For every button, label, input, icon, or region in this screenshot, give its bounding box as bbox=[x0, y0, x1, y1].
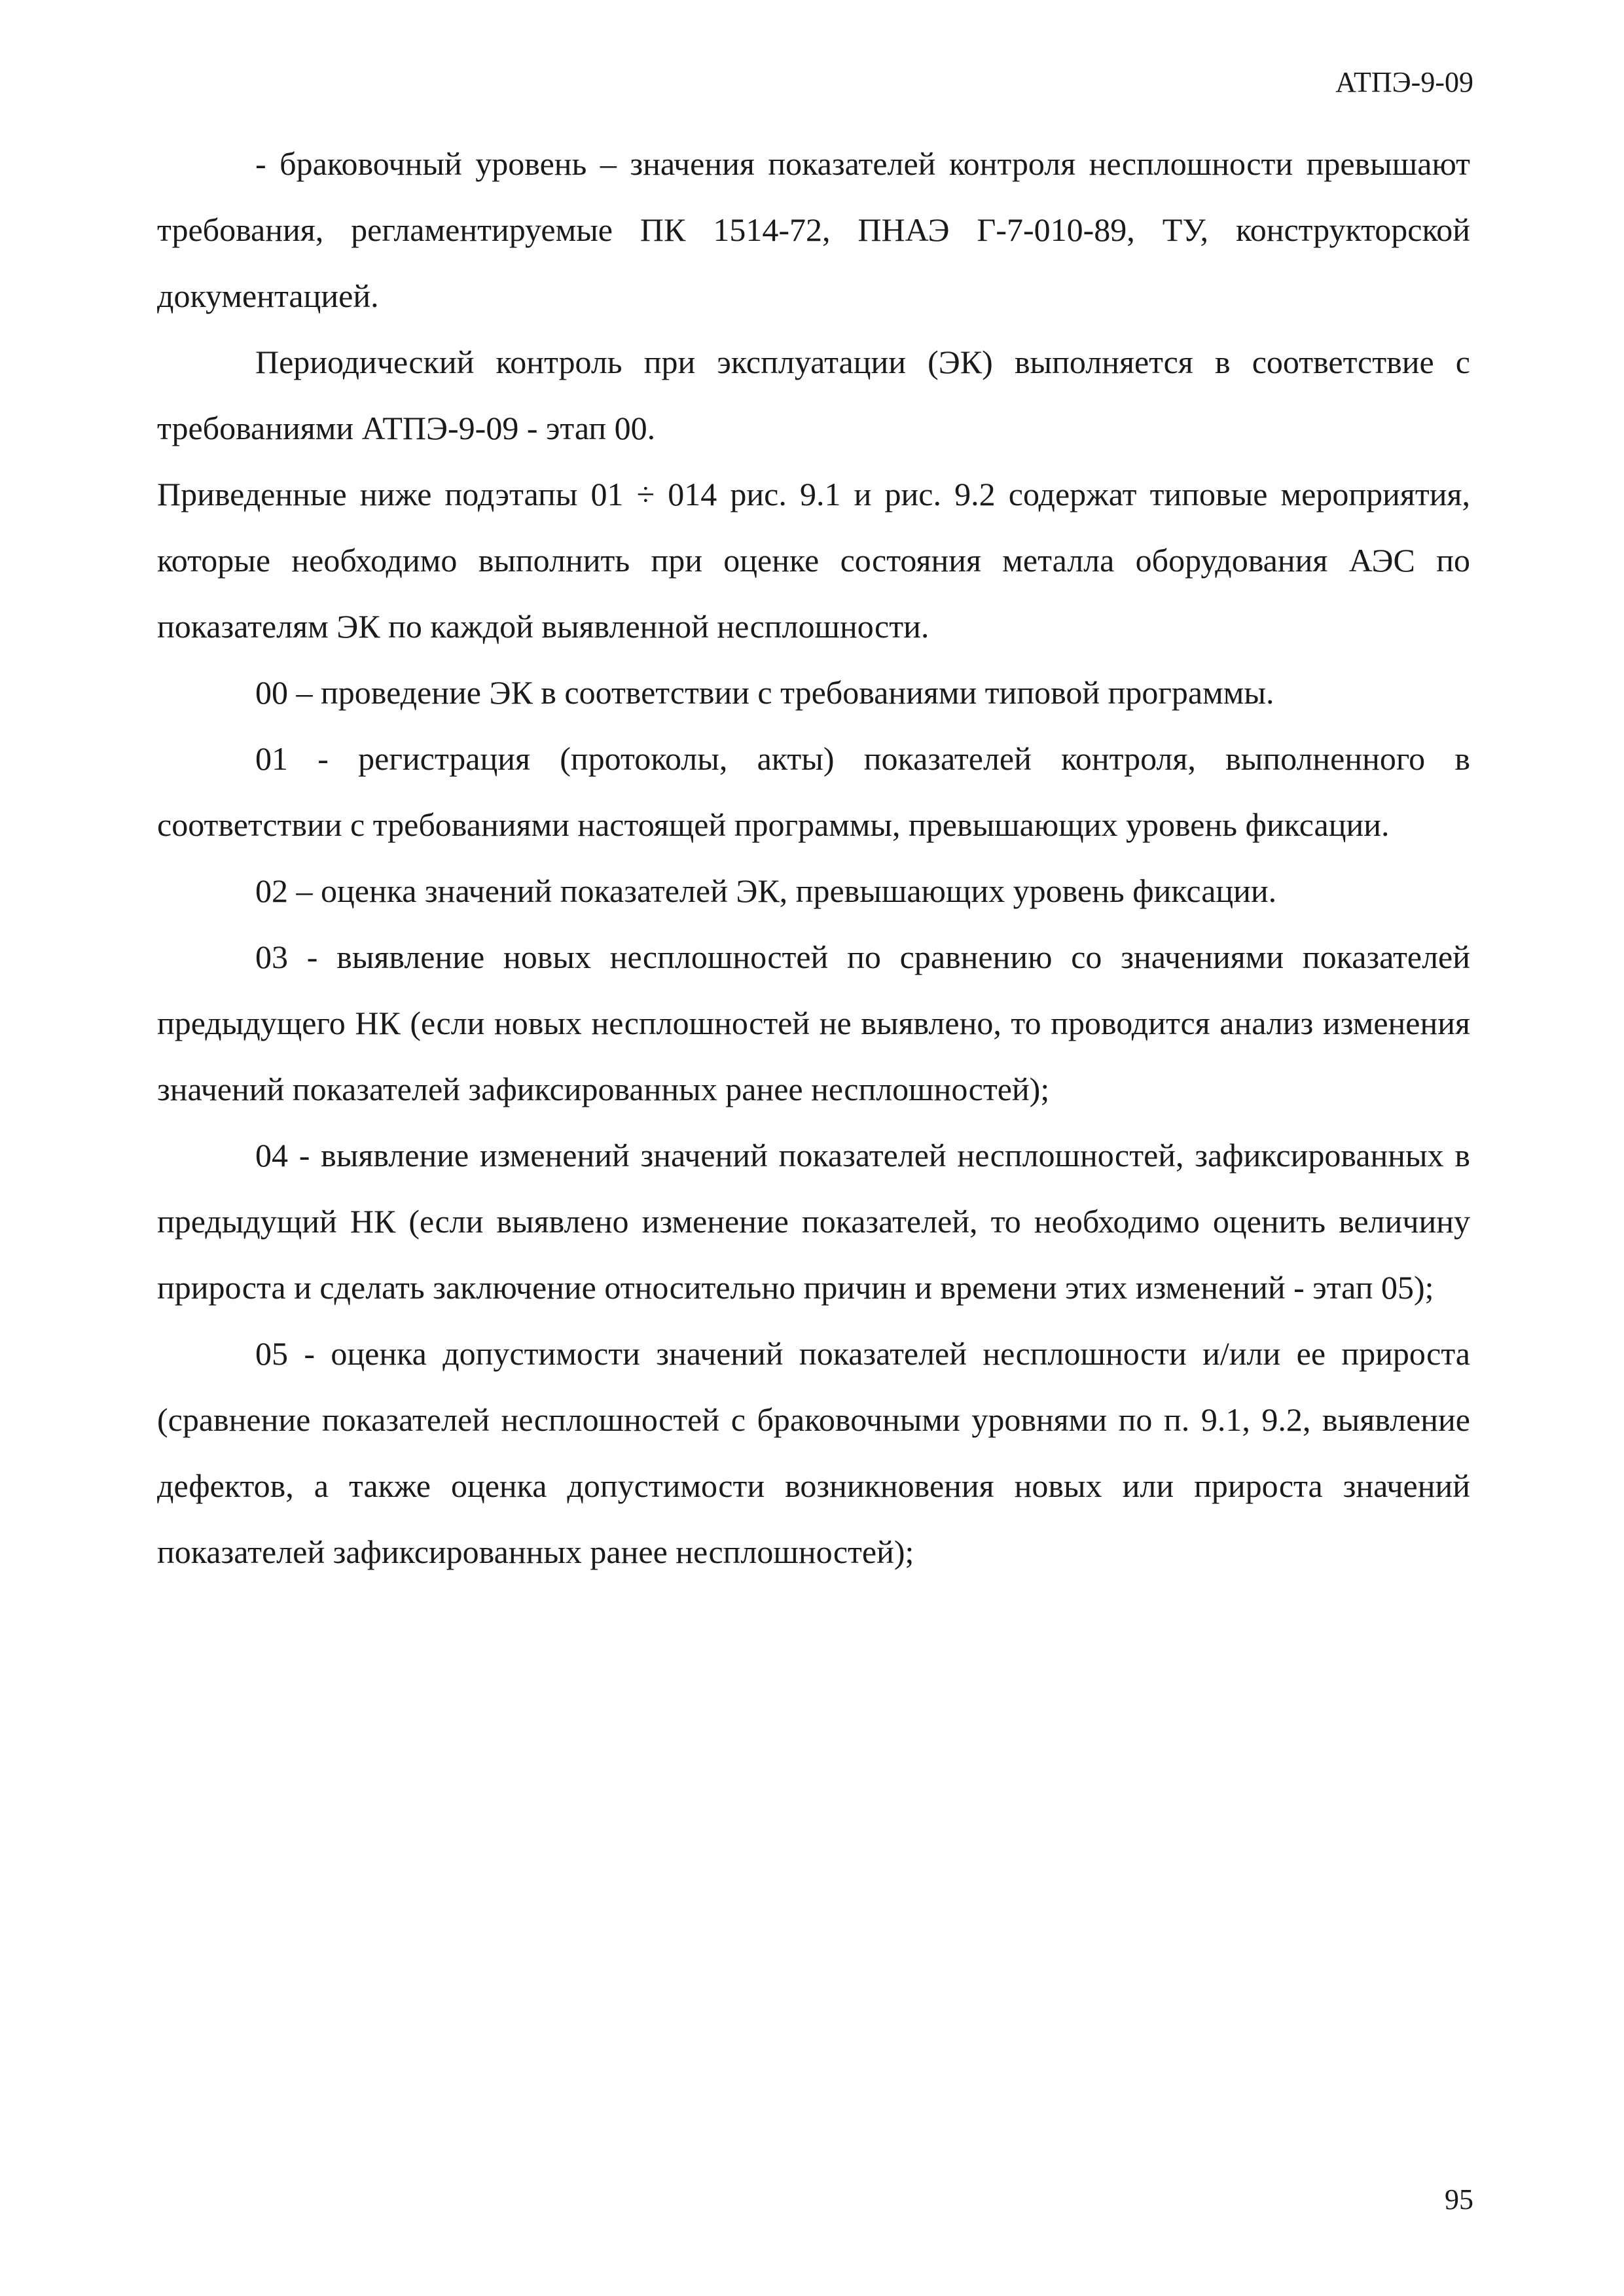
paragraph-rejection-level: - браковочный уровень – значения показателей контроля несплошности превышают требования, регламентируемые ПК 1514-72, ПНАЭ Г-7-010-89, ТУ, конструкторской документацией. bbox=[157, 145, 1470, 314]
paragraph-stage-04: 04 - выявление изменений значений показателей несплошностей, зафиксированных в предыдущий НК (если выявлено изменение показателей, то необходимо оценить величину прироста и сделать заключение относительно причин и времени этих изменений - этап 05); bbox=[157, 1137, 1470, 1306]
paragraph-periodic-control: Периодический контроль при эксплуатации (ЭК) выполняется в соответствие с требованиями АТПЭ-9-09 - этап 00. bbox=[157, 344, 1470, 446]
paragraph-stage-02: 02 – оценка значений показателей ЭК, превышающих уровень фиксации. bbox=[255, 872, 1277, 909]
document-code: АТПЭ-9-09 bbox=[1335, 66, 1473, 98]
paragraph-stage-00: 00 – проведение ЭК в соответствии с требованиями типовой программы. bbox=[255, 674, 1274, 711]
paragraph-substages-intro: Приведенные ниже подэтапы 01 ÷ 014 рис. 9.1 и рис. 9.2 содержат типовые мероприятия, которые необходимо выполнить при оценке состояния металла оборудования АЭС по показателям ЭК по каждой выявленной несплошности. bbox=[157, 476, 1470, 645]
paragraph-stage-05: 05 - оценка допустимости значений показателей несплошности и/или ее прироста (сравнение показателей несплошностей с браковочными уровнями по п. 9.1, 9.2, выявление дефектов, а также оценка допустимости возникновения новых или прироста значений показателей зафиксированных ранее несплошностей); bbox=[157, 1335, 1470, 1570]
document-body bbox=[157, 131, 1470, 1585]
paragraph-stage-03: 03 - выявление новых несплошностей по сравнению со значениями показателей предыдущего НК (если новых несплошностей не выявлено, то проводится анализ изменения значений показателей зафиксированных ранее несплошностей); bbox=[157, 939, 1470, 1107]
page-number: 95 bbox=[1445, 2183, 1473, 2215]
paragraph-stage-01: 01 - регистрация (протоколы, акты) показателей контроля, выполненного в соответствии с требованиями настоящей программы, превышающих уровень фиксации. bbox=[157, 740, 1470, 843]
